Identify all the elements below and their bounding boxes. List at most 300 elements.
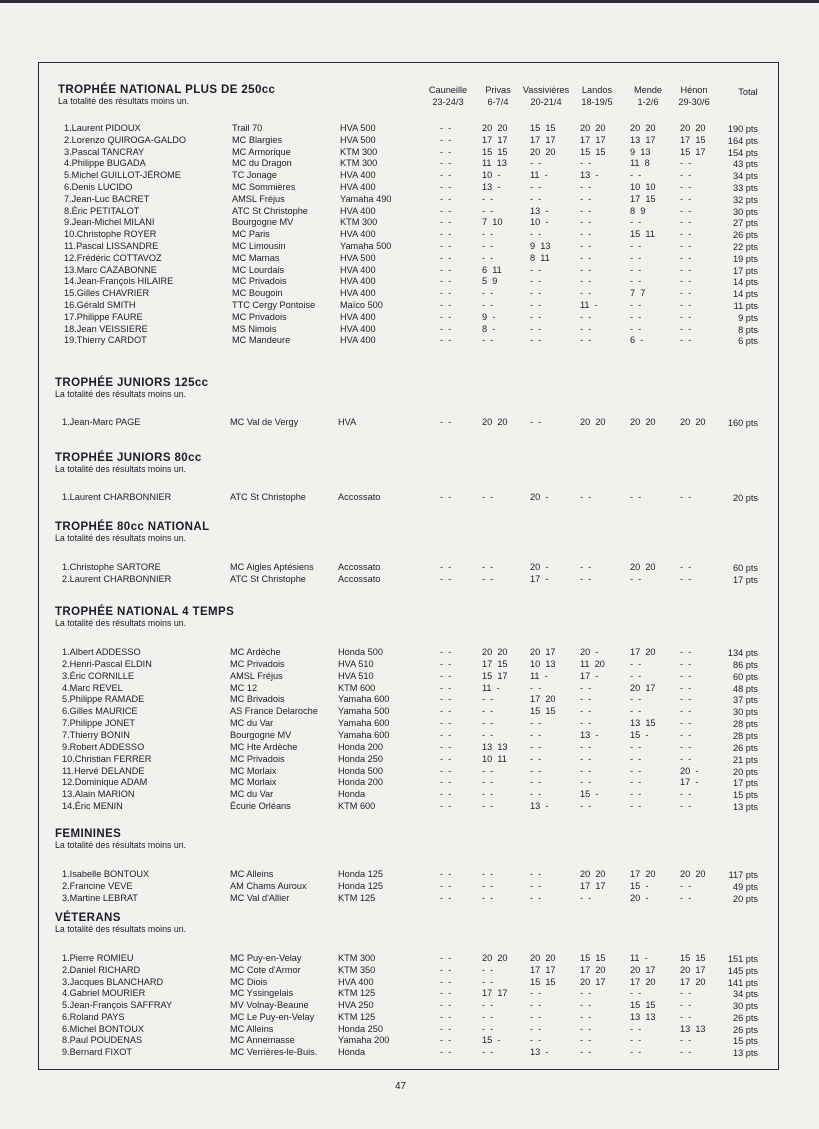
race-points: - - (680, 789, 692, 800)
table-row (0, 299, 819, 311)
race-points: - - (630, 252, 642, 263)
rider-name: 17.Philippe FAURE (64, 311, 143, 322)
section-title: TROPHÉE NATIONAL 4 TEMPS (55, 606, 235, 618)
race-points: - - (630, 789, 642, 800)
race-points: - - (440, 276, 452, 287)
total-points: 28 pts (732, 730, 758, 741)
rider-name: 2.Daniel RICHARD (62, 964, 141, 975)
rider-name: 8.Paul POUDENAS (62, 1035, 143, 1046)
race-points: - - (440, 718, 452, 729)
total-points: 20 pts (732, 493, 758, 503)
rider-bike: HVA 400 (340, 323, 376, 334)
race-points: - - (440, 1047, 452, 1057)
race-points: - - (530, 417, 542, 427)
section-title: VÉTERANS (55, 912, 121, 924)
page-number: 47 (395, 1081, 407, 1092)
table-row (0, 573, 819, 585)
race-points: 20 20 (630, 562, 656, 572)
rider-club: MS Nimois (232, 323, 277, 334)
rider-name: 1.Christophe SARTORE (62, 562, 161, 572)
rider-club: MC Brivadois (230, 694, 285, 705)
race-points: - - (440, 880, 452, 891)
race-points: - - (440, 182, 452, 192)
race-points: - - (680, 892, 692, 903)
race-points: - - (530, 892, 542, 903)
race-points: 17 15 (680, 134, 706, 145)
race-points: - - (630, 300, 642, 310)
race-points: - - (580, 311, 592, 322)
race-points: - - (530, 300, 542, 310)
rider-name: 7.Jean-Luc BACRET (64, 193, 150, 204)
table-row (0, 122, 819, 134)
table-row (0, 753, 819, 765)
race-points: - - (482, 252, 494, 263)
race-points: 20 20 (680, 417, 706, 427)
total-points: 27 pts (732, 218, 758, 229)
race-points: - - (680, 193, 692, 204)
race-points: 20 20 (580, 417, 606, 427)
total-points: 13 pts (732, 802, 758, 813)
rider-club: MC Mandeure (232, 335, 291, 346)
race-points: - - (482, 335, 494, 346)
rider-club: MC Lourdais (232, 264, 285, 275)
race-points: 13 - (530, 1047, 549, 1057)
race-points: 20 20 (482, 953, 508, 963)
rider-club: AMSL Fréjus (232, 193, 285, 204)
table-row (0, 205, 819, 217)
race-points: - - (530, 729, 542, 740)
race-points: - - (440, 193, 452, 204)
race-points: - - (580, 706, 592, 717)
race-points: - - (530, 1011, 542, 1022)
total-points: 32 pts (732, 194, 758, 205)
race-points: 10 - (482, 170, 501, 181)
total-points: 26 pts (732, 1012, 758, 1023)
race-points: 20 20 (482, 417, 508, 427)
table-row (0, 169, 819, 181)
section-subtitle: La totalité des résultats moins un. (58, 96, 190, 106)
race-points: - - (580, 573, 592, 584)
race-points: 15 15 (580, 146, 606, 157)
total-points: 28 pts (732, 719, 758, 730)
race-points: - - (580, 492, 592, 502)
race-points: - - (482, 1023, 494, 1034)
race-points: 17 17 (530, 964, 556, 975)
rider-club: MC Val d'Allier (230, 892, 290, 903)
race-points: - - (530, 158, 542, 169)
race-points: - - (580, 988, 592, 999)
rider-name: 1.Jean-Marc PAGE (62, 417, 141, 427)
race-points: - - (482, 694, 494, 705)
rider-bike: HVA 400 (340, 288, 376, 299)
rider-club: MC Val de Vergy (230, 417, 299, 427)
race-points: - - (440, 417, 452, 427)
rider-name: 2.Henri-Pascal ELDIN (62, 658, 152, 669)
race-points: 20 17 (630, 964, 656, 975)
total-points: 190 pts (727, 124, 758, 134)
race-points: - - (440, 241, 452, 251)
rider-name: 9.Robert ADDESSO (62, 741, 145, 752)
rider-club: MC Blargies (232, 134, 283, 145)
race-points: - - (580, 1011, 592, 1022)
rider-club: Trail 70 (232, 123, 263, 133)
race-points: 11 - (530, 670, 548, 681)
race-points: - - (530, 753, 542, 764)
race-points: 11 - (630, 953, 648, 963)
race-points: - - (440, 158, 452, 169)
rider-name: 4.Gabriel MOURIER (62, 988, 146, 999)
rider-bike: Yamaha 600 (338, 718, 390, 729)
race-points: 20 20 (630, 123, 656, 133)
race-points: - - (530, 1000, 542, 1010)
race-points: 20 17 (630, 682, 656, 693)
rider-name: 2.Francine VEVE (62, 880, 133, 891)
rider-name: 18.Jean VEISSIERE (64, 323, 148, 334)
race-points: - - (580, 288, 592, 299)
rider-name: 15.Gilles CHAVRIER (64, 288, 150, 299)
table-row (0, 228, 819, 240)
rider-club: MC Privadois (232, 311, 287, 322)
race-points: 17 20 (630, 869, 656, 879)
race-points: - - (630, 276, 642, 287)
table-row (0, 146, 819, 158)
rider-club: MC Verrières-le-Buis. (230, 1047, 318, 1057)
table-row (0, 275, 819, 287)
rider-bike: KTM 125 (338, 988, 376, 999)
race-points: 13 - (482, 182, 501, 192)
total-points: 14 pts (732, 289, 758, 300)
race-points: - - (440, 988, 452, 999)
race-points: - - (580, 182, 592, 192)
total-points: 49 pts (732, 881, 758, 892)
table-row (0, 717, 819, 729)
rider-name: 1.Laurent CHARBONNIER (62, 492, 172, 502)
race-points: - - (630, 988, 642, 999)
race-points: 10 13 (530, 658, 556, 669)
race-points: - - (440, 562, 452, 572)
total-points: 15 pts (732, 1036, 758, 1047)
total-points: 48 pts (732, 683, 758, 694)
race-points: 17 15 (630, 193, 656, 204)
race-points: - - (482, 892, 494, 903)
rider-club: MC Yssingelais (230, 988, 294, 999)
table-row (0, 776, 819, 788)
race-points: 15 - (482, 1035, 501, 1046)
rider-name: 6.Denis LUCIDO (64, 182, 133, 192)
rider-bike: Honda 125 (338, 869, 383, 879)
race-points: 13 17 (630, 134, 656, 145)
total-points: 19 pts (732, 253, 758, 264)
race-points: - - (440, 311, 452, 322)
race-points: 17 20 (680, 976, 706, 987)
race-points: - - (580, 335, 592, 346)
race-points: - - (680, 229, 692, 240)
race-points: 8 9 (630, 205, 646, 216)
rider-bike: KTM 300 (338, 953, 376, 963)
race-points: - - (530, 193, 542, 204)
rider-bike: HVA 250 (338, 1000, 374, 1010)
race-points: 7 10 (482, 217, 503, 228)
table-row (0, 240, 819, 252)
table-row (0, 1023, 819, 1035)
total-points: 154 pts (727, 147, 758, 158)
rider-bike: Honda 200 (338, 777, 383, 788)
race-points: 6 11 (482, 264, 502, 275)
race-points: 20 - (530, 492, 549, 502)
table-row (0, 311, 819, 323)
race-points: - - (580, 241, 592, 251)
race-points: 20 20 (630, 417, 656, 427)
table-row (0, 705, 819, 717)
table-row (0, 987, 819, 999)
race-points: 7 7 (630, 288, 646, 299)
rider-name: 7.Philippe JONET (62, 718, 136, 729)
race-points: - - (630, 1023, 642, 1034)
race-points: 15 - (580, 789, 599, 800)
rider-bike: KTM 300 (340, 217, 378, 228)
rider-name: 8.Éric PETITALOT (64, 205, 140, 216)
race-points: 15 - (630, 729, 649, 740)
total-points: 26 pts (732, 230, 758, 241)
race-points: 15 17 (482, 670, 508, 681)
race-points: - - (680, 492, 692, 502)
rider-bike: Honda 250 (338, 753, 383, 764)
table-row (0, 287, 819, 299)
race-points: - - (482, 765, 494, 776)
race-points: - - (680, 658, 692, 669)
race-points: - - (580, 718, 592, 729)
race-points: - - (680, 741, 692, 752)
race-points: - - (680, 801, 692, 812)
table-row (0, 561, 819, 573)
column-header: Landos 18-19/5 (581, 85, 613, 107)
rider-club: MC du Dragon (232, 158, 292, 169)
race-points: - - (680, 182, 692, 192)
rider-bike: Yamaha 500 (340, 241, 392, 251)
race-points: - - (440, 765, 452, 776)
race-points: 11 - (580, 300, 598, 310)
rider-name: 11.Pascal LISSANDRE (64, 241, 159, 251)
section-subtitle: La totalité des résultats moins un. (55, 618, 187, 628)
total-points: 30 pts (732, 206, 758, 217)
total-points: 37 pts (732, 695, 758, 706)
table-row (0, 252, 819, 264)
rider-bike: Yamaha 600 (338, 729, 390, 740)
rider-club: MC Morlaix (230, 777, 277, 788)
column-header: Hénon 29-30/6 (678, 85, 710, 107)
race-points: - - (530, 229, 542, 240)
rider-club: MC Alleins (230, 1023, 274, 1034)
race-points: - - (630, 765, 642, 776)
race-points: - - (680, 158, 692, 169)
race-points: - - (680, 276, 692, 287)
rider-club: Écurie Orléans (230, 801, 291, 812)
rider-bike: Honda 500 (338, 765, 383, 776)
race-points: 13 - (580, 170, 599, 181)
race-points: - - (482, 976, 494, 987)
race-points: - - (530, 1023, 542, 1034)
rider-club: MC du Var (230, 718, 274, 729)
rider-name: 4.Marc REVEL (62, 682, 123, 693)
race-points: - - (580, 892, 592, 903)
race-points: - - (440, 335, 452, 346)
race-points: 17 17 (580, 134, 606, 145)
race-points: - - (580, 1000, 592, 1010)
rider-name: 3.Jacques BLANCHARD (62, 976, 164, 987)
race-points: 20 20 (580, 869, 606, 879)
table-row (0, 323, 819, 335)
race-points: 17 - (530, 573, 549, 584)
rider-bike: Yamaha 490 (340, 193, 392, 204)
race-points: - - (440, 1011, 452, 1022)
race-points: 20 - (680, 765, 699, 776)
race-points: 13 13 (630, 1011, 656, 1022)
rider-bike: Honda 125 (338, 880, 383, 891)
race-points: - - (630, 777, 642, 788)
rider-club: MC Armorique (232, 146, 291, 157)
race-points: 9 - (482, 311, 496, 322)
table-row (0, 157, 819, 169)
race-points: - - (440, 670, 452, 681)
section-subtitle: La totalité des résultats moins un. (55, 924, 187, 934)
race-points: - - (482, 229, 494, 240)
rider-bike: KTM 300 (340, 146, 378, 157)
rider-name: 9.Bernard FIXOT (62, 1047, 132, 1057)
race-points: - - (630, 658, 642, 669)
table-row (0, 952, 819, 964)
rider-bike: HVA 500 (340, 123, 376, 133)
race-points: - - (680, 670, 692, 681)
rider-name: 5.Philippe RAMADE (62, 694, 145, 705)
race-points: 15 17 (680, 146, 706, 157)
race-points: - - (530, 182, 542, 192)
race-points: - - (680, 288, 692, 299)
rider-name: 14.Éric MENIN (62, 801, 123, 812)
rider-bike: HVA 400 (340, 170, 376, 181)
race-points: 17 - (580, 670, 599, 681)
race-points: - - (580, 801, 592, 812)
total-points: 34 pts (732, 989, 758, 1000)
race-points: - - (680, 264, 692, 275)
rider-bike: KTM 600 (338, 801, 376, 812)
race-points: - - (530, 1035, 542, 1046)
total-points: 17 pts (732, 265, 758, 276)
race-points: - - (440, 264, 452, 275)
rider-name: 12.Frédéric COTTAVOZ (64, 252, 162, 263)
race-points: - - (440, 706, 452, 717)
table-row (0, 682, 819, 694)
rider-bike: KTM 600 (338, 682, 376, 693)
race-points: 13 - (580, 729, 599, 740)
rider-name: 7.Thierry BONIN (62, 729, 130, 740)
rider-name: 11.Hervé DELANDE (62, 765, 145, 776)
table-row (0, 741, 819, 753)
total-points: 20 pts (732, 893, 758, 904)
total-points: 22 pts (732, 242, 758, 252)
race-points: - - (440, 323, 452, 334)
race-points: - - (680, 1035, 692, 1046)
race-points: 17 - (680, 777, 699, 788)
race-points: - - (630, 801, 642, 812)
race-points: 11 8 (630, 158, 650, 169)
table-row (0, 491, 819, 503)
rider-club: ATC St Christophe (230, 492, 306, 502)
race-points: - - (580, 323, 592, 334)
rider-name: 6.Michel BONTOUX (62, 1023, 145, 1034)
rider-name: 5.Jean-François SAFFRAY (62, 1000, 173, 1010)
table-row (0, 1011, 819, 1023)
rider-club: MC Limousin (232, 241, 286, 251)
race-points: - - (530, 311, 542, 322)
race-points: - - (680, 694, 692, 705)
rider-club: TC Jonage (232, 170, 277, 181)
race-points: - - (580, 229, 592, 240)
total-points: 33 pts (732, 183, 758, 193)
table-row (0, 416, 819, 428)
rider-club: MC Privadois (230, 753, 285, 764)
rider-club: MC Annemasse (230, 1035, 295, 1046)
race-points: - - (482, 193, 494, 204)
race-points: - - (680, 682, 692, 693)
race-points: - - (530, 682, 542, 693)
race-points: - - (630, 753, 642, 764)
race-points: - - (440, 146, 452, 157)
race-points: - - (482, 801, 494, 812)
race-points: - - (482, 241, 494, 251)
rider-name: 4.Philippe BUGADA (64, 158, 146, 169)
table-row (0, 765, 819, 777)
race-points: - - (530, 789, 542, 800)
race-points: - - (580, 741, 592, 752)
race-points: - - (440, 288, 452, 299)
total-points: 13 pts (732, 1048, 758, 1058)
rider-bike: Yamaha 600 (338, 694, 390, 705)
race-points: 13 15 (630, 718, 656, 729)
race-points: 20 20 (530, 146, 556, 157)
column-header: Mende 1-2/6 (633, 85, 663, 107)
race-points: 11 - (530, 170, 548, 181)
race-points: 20 20 (580, 123, 606, 133)
table-row (0, 670, 819, 682)
race-points: - - (440, 170, 452, 181)
race-points: 20 20 (680, 869, 706, 879)
race-points: - - (440, 729, 452, 740)
race-points: 13 - (530, 205, 549, 216)
table-row (0, 193, 819, 205)
race-points: - - (680, 252, 692, 263)
race-points: 9 13 (630, 146, 651, 157)
race-points: - - (440, 217, 452, 228)
race-points: 15 15 (630, 1000, 656, 1010)
race-points: 9 13 (530, 241, 551, 251)
race-points: 17 20 (630, 647, 656, 657)
column-header: Vassivières 20-21/4 (522, 85, 570, 107)
rider-bike: HVA 400 (338, 976, 374, 987)
race-points: - - (482, 729, 494, 740)
table-row (0, 800, 819, 812)
rider-bike: Maïco 500 (340, 300, 383, 310)
race-points: - - (680, 323, 692, 334)
race-points: - - (680, 170, 692, 181)
race-points: - - (580, 1035, 592, 1046)
rider-bike: Accossato (338, 573, 381, 584)
total-points: 8 pts (738, 324, 758, 335)
rider-club: MC Marnas (232, 252, 280, 263)
rider-bike: Honda (338, 1047, 366, 1057)
rider-club: ATC St Christophe (230, 573, 306, 584)
total-points: 26 pts (732, 1024, 758, 1035)
rider-name: 9.Jean-Michel MILANI (64, 217, 155, 228)
